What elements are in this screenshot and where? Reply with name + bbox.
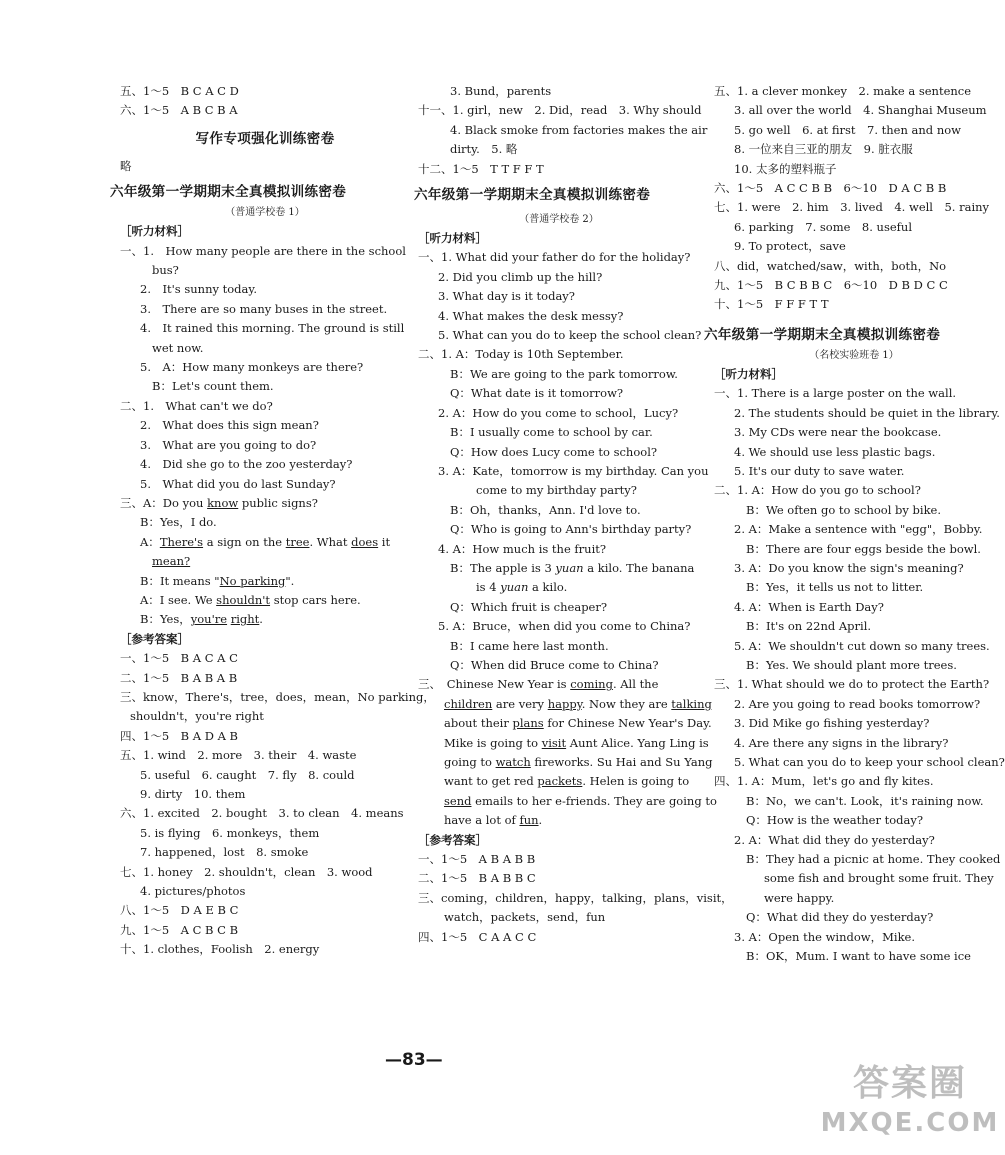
answer-line: 十二、1～5 T T F F T: [418, 161, 544, 176]
text-line: 5. It's our duty to save water.: [734, 463, 905, 478]
text-line: Q：How is the weather today?: [746, 813, 924, 828]
text-line: 4. It rained this morning. The ground is still: [140, 321, 405, 336]
answer-line: 五、1. wind 2. more 3. their 4. waste: [120, 748, 357, 763]
text-line: 二、1. A：Today is 10th September.: [418, 347, 624, 362]
answer-line: shouldn't，you're right: [130, 709, 264, 724]
answer-line: 一、1～5 A B A B B: [418, 852, 536, 867]
text-line: B：We are going to the park tomorrow.: [450, 366, 678, 381]
text-line: 4. Did she go to the zoo yesterday?: [140, 457, 353, 472]
answer-line: 九、1～5 A C B C B: [120, 922, 239, 937]
text-line: 一、1. There is a large poster on the wall.: [714, 386, 957, 401]
answer-line: 6. parking 7. some 8. useful: [734, 219, 913, 234]
text-line: 5. What did you do last Sunday?: [140, 476, 336, 491]
text-line: B：No，we can't. Look，it's raining now.: [746, 793, 984, 808]
page-number: —83—: [385, 1050, 443, 1070]
text-line: A：I see. We shouldn't stop cars here.: [140, 592, 361, 607]
text-line: B：Yes，it tells us not to litter.: [746, 580, 924, 595]
text-line: 3. My CDs were near the bookcase.: [734, 425, 942, 440]
answer-line: 三、know，There's，tree，does，mean，No parking，: [120, 689, 435, 704]
text-line: 4. We should use less plastic bags.: [734, 444, 936, 459]
answer-line: dirty. 5. 略: [450, 142, 518, 157]
text-line: 4. What makes the desk messy?: [438, 308, 624, 323]
answer-line: 六、1. excited 2. bought 3. to clean 4. means: [120, 806, 404, 821]
text-line: children are very happy. Now they are talking: [444, 696, 712, 711]
text-line: B：OK，Mum. I want to have some ice: [746, 949, 971, 964]
text-line: B：I came here last month.: [450, 638, 609, 653]
answer-line: 二、1～5 B A B A B: [120, 670, 238, 685]
text-line: bus?: [152, 263, 179, 278]
text-line: 4. A：How much is the fruit?: [438, 541, 607, 556]
text-line: B：Yes，you're right.: [140, 612, 263, 627]
text-line: 5. A：How many monkeys are there?: [140, 360, 364, 375]
answer-line: 六、1～5 A B C B A: [120, 103, 238, 118]
text-line: B：Let's count them.: [152, 379, 274, 394]
text-line: 一、1. What did your father do for the holiday?: [418, 250, 691, 265]
answer-line: watch，packets，send，fun: [444, 910, 606, 925]
text-line: 3. What are you going to do?: [140, 437, 317, 452]
answer-line: 五、1. a clever monkey 2. make a sentence: [714, 84, 972, 98]
text-line: is 4 yuan a kilo.: [476, 580, 568, 595]
text-line: Q：Which fruit is cheaper?: [450, 599, 608, 614]
answer-line: 一、1～5 B A C A C: [120, 651, 238, 666]
text-line: B：It's on 22nd April.: [746, 619, 872, 634]
text-line: 一、1. How many people are there in the school: [120, 243, 406, 258]
text-line: send emails to her e-friends. They are going to: [444, 793, 717, 808]
answer-line: 3. Bund，parents: [450, 84, 552, 98]
listening-label: ［听力材料］: [120, 224, 189, 239]
omit-note: 略: [120, 158, 132, 173]
text-line: A：There's a sign on the tree. What does it: [140, 534, 391, 549]
answer-line: 八、did，watched/saw，with，both，No: [714, 258, 947, 273]
text-line: B：We often go to school by bike.: [746, 502, 942, 517]
text-line: 2. What does this sign mean?: [140, 418, 319, 433]
column-middle: [414, 82, 733, 947]
answer-line: 二、1～5 B A B B C: [418, 871, 536, 886]
listening-label: ［听力材料］: [418, 231, 487, 246]
answer-key-label: ［参考答案］: [120, 631, 189, 646]
answer-line: 九、1～5 B C B B C 6～10 D B D C C: [714, 278, 948, 293]
text-line: Q：When did Bruce come to China?: [450, 657, 659, 672]
answer-line: 六、1～5 A C C B B 6～10 D A C B B: [714, 181, 947, 196]
answer-line: 十、1. clothes，Foolish 2. energy: [120, 942, 320, 957]
answer-line: 七、1. honey 2. shouldn't，clean 3. wood: [120, 864, 373, 879]
text-line: 二、1. A：How do you go to school?: [714, 483, 921, 498]
text-line: some fish and brought some fruit. They: [764, 871, 994, 886]
column-right: [704, 82, 1005, 966]
answer-line: 5. useful 6. caught 7. fly 8. could: [140, 767, 355, 782]
text-line: B：It means "No parking".: [140, 573, 295, 588]
text-line: 3. There are so many buses in the street.: [140, 301, 388, 316]
answer-line: 4. pictures/photos: [140, 884, 246, 899]
text-line: 2. The students should be quiet in the library.: [734, 405, 1000, 420]
answer-line: 10. 太多的塑料瓶子: [734, 161, 837, 176]
text-line: 四、1. A：Mum，let's go and fly kites.: [714, 774, 934, 789]
text-line: wet now.: [152, 340, 204, 355]
text-line: want to get red packets. Helen is going to: [444, 774, 690, 789]
answer-line: 七、1. were 2. him 3. lived 4. well 5. rainy: [714, 200, 990, 215]
text-line: 5. A：Bruce，when did you come to China?: [438, 619, 691, 634]
answer-line: 9. To protect，save: [734, 239, 846, 254]
answer-line: 八、1～5 D A E B C: [120, 903, 239, 918]
answer-line: 7. happened，lost 8. smoke: [140, 845, 309, 860]
answer-line: 5. is flying 6. monkeys，them: [140, 825, 320, 840]
text-line: 3. A：Open the window，Mike.: [734, 929, 916, 944]
text-line: 2. A：How do you come to school，Lucy?: [438, 405, 679, 420]
text-line: B：There are four eggs beside the bowl.: [746, 541, 981, 556]
answer-line: 三、coming，children，happy，talking，plans，visit，: [418, 890, 733, 905]
text-line: B：Yes. We should plant more trees.: [746, 657, 957, 672]
exam-subtitle: （普通学校卷 2）: [519, 214, 599, 226]
text-line: Q：What did they do yesterday?: [746, 910, 934, 925]
answer-key-label: ［参考答案］: [418, 832, 487, 847]
text-line: going to watch fireworks. Su Hai and Su Yang: [444, 755, 713, 769]
text-line: about their plans for Chinese New Year's Day.: [444, 716, 712, 731]
text-line: 4. Are there any signs in the library?: [734, 735, 949, 750]
listening-label: ［听力材料］: [714, 366, 783, 381]
text-line: B：Yes，I do.: [140, 515, 217, 530]
answer-line: 十一、1. girl，new 2. Did，read 3. Why should: [418, 103, 702, 118]
answer-line: 四、1～5 C A A C C: [418, 929, 537, 944]
text-line: Q：Who is going to Ann's birthday party?: [450, 522, 692, 537]
answer-line: 3. all over the world 4. Shanghai Museum: [734, 103, 987, 118]
text-line: 5. A：We shouldn't cut down so many trees.: [734, 638, 990, 653]
exam-title: 六年级第一学期期末全真模拟训练密卷: [704, 326, 941, 343]
text-line: B：Oh，thanks，Ann. I'd love to.: [450, 502, 641, 517]
exam-subtitle: （名校实验班卷 1）: [809, 349, 899, 361]
text-line: mean?: [152, 554, 191, 569]
text-line: Q：How does Lucy come to school?: [450, 444, 658, 459]
text-line: 3. Did Mike go fishing yesterday?: [734, 716, 930, 731]
watermark-logo: [820, 1062, 1000, 1155]
answer-line: 5. go well 6. at first 7. then and now: [734, 122, 962, 137]
exam-title: 六年级第一学期期末全真模拟训练密卷: [414, 187, 651, 204]
answer-line: 十、1～5 F F F T T: [714, 297, 829, 312]
text-line: 二、1. What can't we do?: [120, 398, 273, 413]
text-line: B：I usually come to school by car.: [450, 425, 653, 440]
text-line: B：They had a picnic at home. They cooked: [746, 852, 1001, 867]
answer-line: 五、1～5 B C A C D: [120, 84, 239, 98]
text-line: 3. A：Kate，tomorrow is my birthday. Can you: [438, 463, 709, 478]
watermark-bottom: MXQE.COM: [820, 1108, 1000, 1138]
text-line: 三、1. What should we do to protect the Earth?: [714, 677, 990, 692]
text-line: come to my birthday party?: [476, 483, 637, 498]
watermark-top: 答案圈: [852, 1063, 967, 1104]
section-title: 写作专项强化训练密卷: [195, 130, 335, 147]
text-line: 2. It's sunny today.: [140, 282, 258, 297]
text-line: have a lot of fun.: [444, 813, 543, 828]
text-line: 2. Are you going to read books tomorrow?: [734, 696, 981, 711]
answer-line: 8. 一位来自三亚的朋友 9. 脏衣服: [734, 142, 913, 157]
exam-subtitle: （普通学校卷 1）: [225, 207, 305, 219]
text-line: 3. A：Do you know the sign's meaning?: [734, 560, 964, 575]
text-line: Q：What date is it tomorrow?: [450, 386, 624, 401]
text-line: 2. A：What did they do yesterday?: [734, 832, 935, 847]
text-line: 5. What can you do to keep your school clean?: [734, 755, 1005, 769]
text-line: B：The apple is 3 yuan a kilo. The banana: [450, 560, 695, 575]
text-line: 4. A：When is Earth Day?: [734, 599, 884, 614]
text-line: were happy.: [764, 890, 835, 905]
text-line: 三、A：Do you know public signs?: [120, 495, 318, 510]
text-line: 5. What can you do to keep the school clean?: [438, 328, 702, 343]
answer-line: 4. Black smoke from factories makes the air: [450, 122, 708, 137]
text-line: 3. What day is it today?: [438, 289, 575, 304]
text-line: 三、 Chinese New Year is coming. All the: [418, 677, 659, 692]
answer-line: 9. dirty 10. them: [140, 787, 246, 801]
text-line: 2. A：Make a sentence with "egg"，Bobby.: [734, 522, 983, 537]
text-line: 2. Did you climb up the hill?: [438, 269, 603, 284]
exam-title: 六年级第一学期期末全真模拟训练密卷: [110, 184, 347, 201]
column-left: [110, 82, 435, 960]
text-line: Mike is going to visit Aunt Alice. Yang Ling is: [444, 735, 709, 750]
answer-line: 四、1～5 B A D A B: [120, 728, 238, 743]
